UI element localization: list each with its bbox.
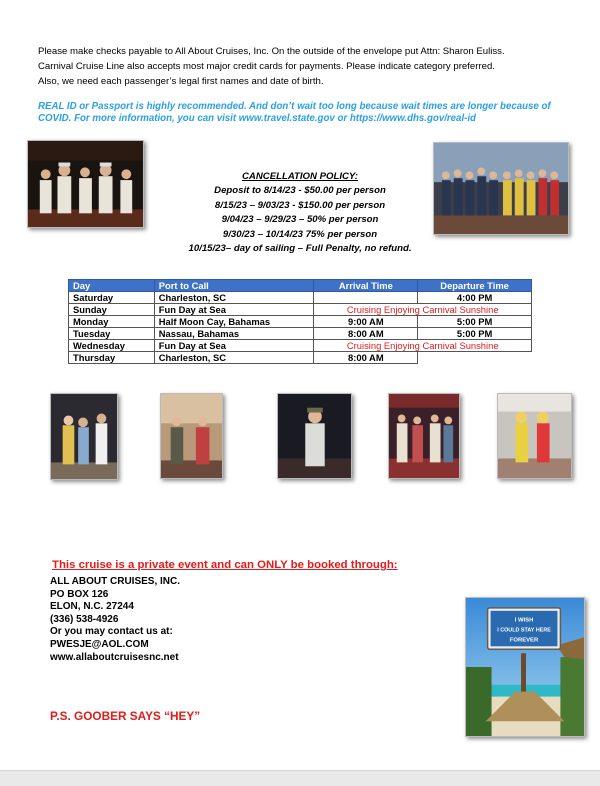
- viewer-bottom-bar: [0, 770, 600, 786]
- intro-line-2: Carnival Cruise Line also accepts most major credit cards for payments. Please indicate category preferred.: [38, 61, 495, 72]
- sign-line-1: I WISH: [514, 617, 534, 624]
- contact-block: [50, 576, 180, 664]
- header-port: Port to Call: [154, 280, 314, 292]
- table-row: [69, 328, 532, 340]
- cell-arrival: 8:00 AM: [314, 352, 418, 364]
- cell-departure: 5:00 PM: [418, 328, 532, 340]
- cell-departure: 4:00 PM: [418, 292, 532, 304]
- po-box: PO BOX 126: [50, 588, 109, 600]
- company-name: ALL ABOUT CRUISES, INC.: [50, 576, 181, 587]
- cell-departure: 5:00 PM: [418, 316, 532, 328]
- table-row: [69, 340, 532, 352]
- postscript: P.S. GOOBER SAYS “HEY”: [50, 709, 201, 723]
- private-event-notice: This cruise is a private event and can ONLY be booked through:: [52, 559, 398, 571]
- cell-port: Fun Day at Sea: [154, 340, 314, 352]
- cancellation-title: CANCELLATION POLICY:: [241, 171, 358, 182]
- cell-departure: [418, 352, 532, 364]
- cell-day: Sunday: [69, 304, 155, 316]
- cell-day: Wednesday: [69, 340, 155, 352]
- photo-show-3: [277, 393, 352, 479]
- cancellation-line: 10/15/23– day of sailing – Full Penalty, no refund.: [188, 243, 412, 255]
- cell-arrival: [314, 292, 418, 304]
- sign-line-2: I COULD STAY HERE: [497, 627, 551, 634]
- table-row: [69, 316, 532, 328]
- cancellation-line: 9/04/23 – 9/29/23 – 50% per person: [221, 214, 379, 226]
- photo-show-1: [50, 393, 118, 480]
- city-line: ELON, N.C. 27244: [50, 601, 134, 613]
- cell-port: Charleston, SC: [154, 352, 314, 364]
- cell-day: Saturday: [69, 292, 155, 304]
- cell-day: Tuesday: [69, 328, 155, 340]
- website-link[interactable]: www.allaboutcruisesnc.net: [50, 651, 179, 663]
- photo-cast-group: [433, 142, 569, 235]
- cell-arrival: 9:00 AM: [314, 316, 418, 328]
- header-departure: Departure Time: [418, 280, 532, 292]
- table-row: [69, 304, 532, 316]
- table-row: [69, 352, 532, 364]
- cancellation-line: 8/15/23 – 9/03/23 - $150.00 per person: [214, 199, 386, 211]
- header-arrival: Arrival Time: [314, 280, 418, 292]
- photo-show-5: [497, 393, 572, 479]
- photo-performers-singing: [27, 140, 144, 228]
- cancellation-policy: [150, 170, 450, 256]
- cancellation-line: 9/30/23 – 10/14/23 75% per person: [222, 228, 378, 240]
- cell-arrival: 8:00 AM: [314, 328, 418, 340]
- cell-day: Monday: [69, 316, 155, 328]
- phone-number: (336) 538-4926: [50, 613, 119, 625]
- header-day: Day: [69, 280, 155, 292]
- cell-port: Half Moon Cay, Bahamas: [154, 316, 314, 328]
- cell-port: Nassau, Bahamas: [154, 328, 314, 340]
- intro-line-1: Please make checks payable to All About Cruises, Inc. On the outside of the envelope put Attn: Sharon Euliss.: [38, 46, 505, 57]
- table-row: [69, 292, 532, 304]
- email-address[interactable]: PWESJE@AOL.COM: [50, 638, 149, 650]
- sign-line-3: FOREVER: [509, 637, 539, 644]
- itinerary-header-row: [69, 280, 532, 292]
- itinerary-table: [68, 279, 532, 364]
- intro-line-3: Also, we need each passenger’s legal first names and date of birth.: [38, 76, 324, 87]
- cell-note: Cruising Enjoying Carnival Sunshine: [314, 304, 532, 316]
- payment-instructions: [38, 44, 568, 89]
- cell-note: Cruising Enjoying Carnival Sunshine: [314, 340, 532, 352]
- photo-show-2: [160, 393, 223, 479]
- cell-port: Charleston, SC: [154, 292, 314, 304]
- photo-beach-sign: [465, 597, 585, 737]
- cell-port: Fun Day at Sea: [154, 304, 314, 316]
- real-id-notice: REAL ID or Passport is highly recommended. And don’t wait too long because wait times are longer because of COVID. For more information, you can visit www.travel.state.gov or https://www.dhs.gov/real-id: [38, 101, 551, 124]
- contact-prompt: Or you may contact us at:: [50, 626, 173, 638]
- cell-day: Thursday: [69, 352, 155, 364]
- photo-show-4: [388, 393, 460, 479]
- cancellation-line: Deposit to 8/14/23 - $50.00 per person: [214, 185, 386, 197]
